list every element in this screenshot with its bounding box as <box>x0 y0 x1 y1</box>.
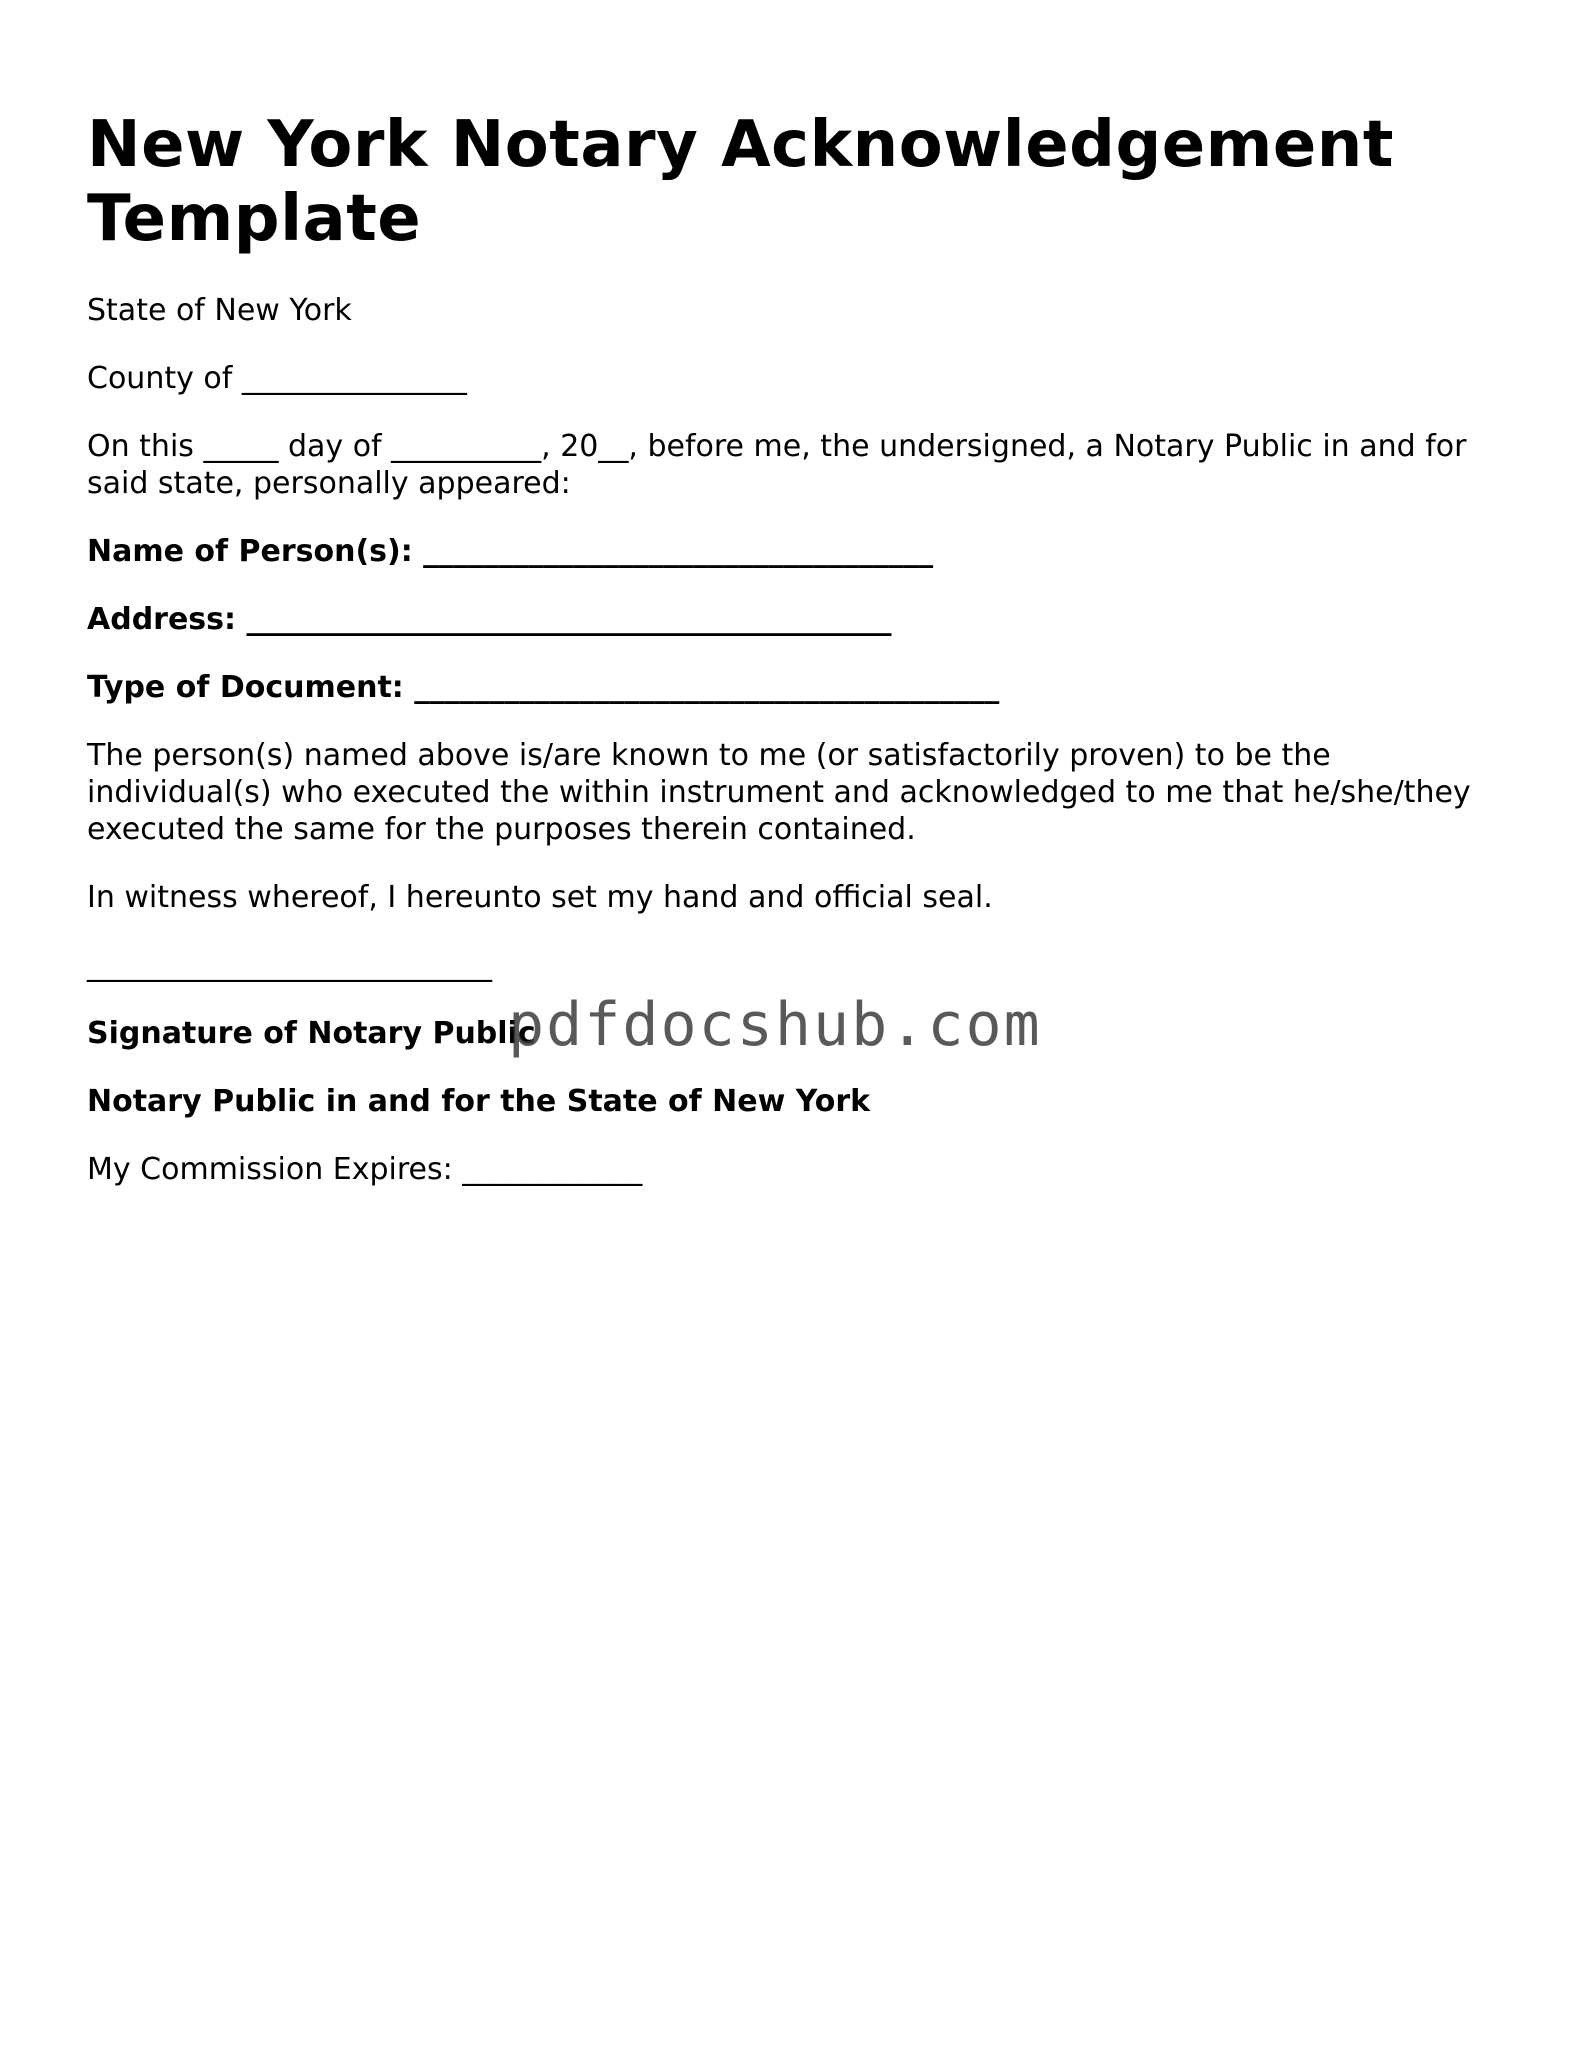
state-line: State of New York <box>87 293 352 328</box>
page-title: New York Notary Acknowledgement Template <box>87 108 1394 256</box>
watermark: pdfdocshub.com <box>508 990 1042 1060</box>
address-field: Address: ___________________________________________ <box>87 602 892 637</box>
signature-blank-line: ___________________________ <box>87 948 492 983</box>
commission-expires-line: My Commission Expires: ____________ <box>87 1152 643 1187</box>
county-line: County of _______________ <box>87 361 467 396</box>
acknowledgement-paragraph: The person(s) named above is/are known to me (or satisfactorily proven) to be the individual(s) who executed the within instrument and acknowledged to me that he/she/they executed the same for the purposes therein contained. <box>87 738 1471 847</box>
witness-line: In witness whereof, I hereunto set my hand and official seal. <box>87 880 993 915</box>
notary-state-label: Notary Public in and for the State of New York <box>87 1084 871 1119</box>
name-of-persons-field: Name of Person(s): __________________________________ <box>87 534 934 569</box>
intro-paragraph: On this _____ day of __________, 20__, before me, the undersigned, a Notary Public in and for said state, personally appeared: <box>87 429 1467 501</box>
type-of-document-field: Type of Document: _______________________________________ <box>87 670 1000 705</box>
signature-label: Signature of Notary Public <box>87 1016 536 1051</box>
document-page <box>87 108 1507 1188</box>
